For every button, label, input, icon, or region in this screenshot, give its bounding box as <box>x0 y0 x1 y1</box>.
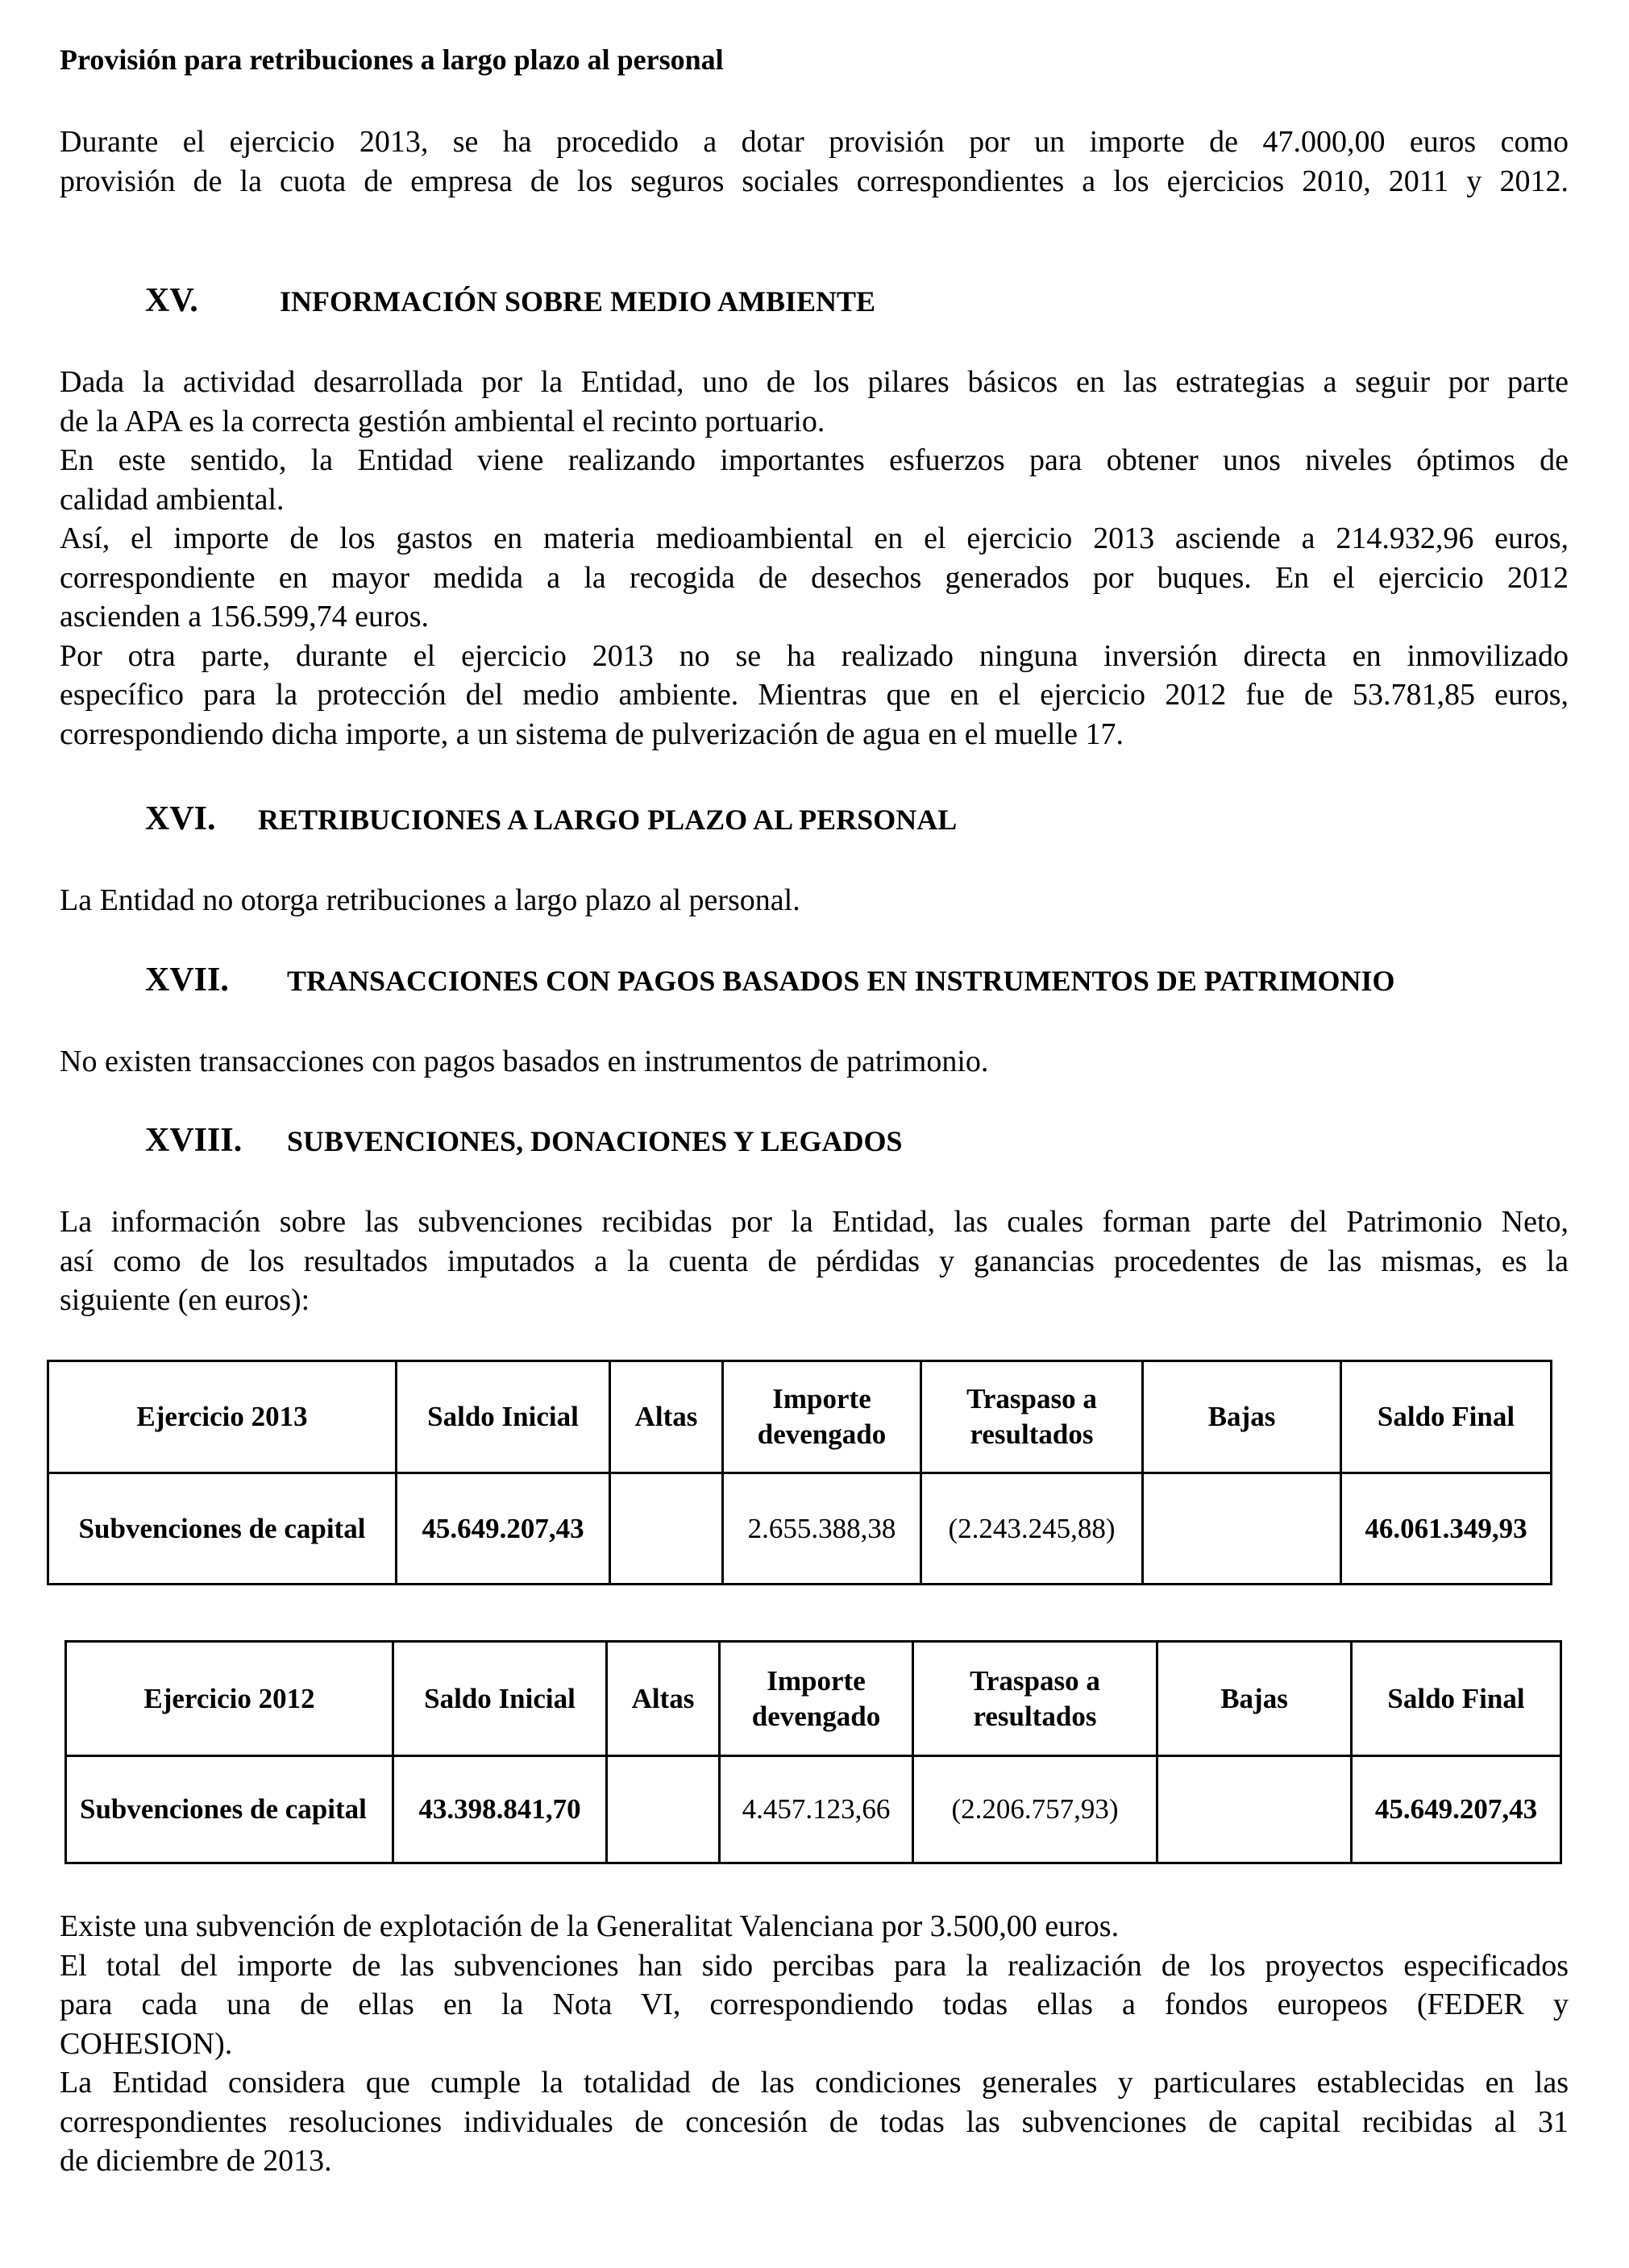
table-cell: 43.398.841,70 <box>393 1756 607 1863</box>
table-cell: 45.649.207,43 <box>397 1473 610 1585</box>
text-line: para cada una de ellas en la Nota VI, correspondiendo todas ellas a fondos europeos (FEDER y <box>60 1988 1569 2021</box>
text-line: La Entidad no otorga retribuciones a largo plazo al personal. <box>60 883 800 917</box>
table-header-row <box>48 1361 1552 1473</box>
table-cell: 4.457.123,66 <box>720 1756 913 1863</box>
table-cell: (2.243.245,88) <box>921 1473 1143 1585</box>
section-number: XVI. <box>145 800 216 837</box>
section-number: XV. <box>145 282 198 319</box>
text-line: COHESION). <box>60 2026 233 2061</box>
table-cell: 2.655.388,38 <box>723 1473 921 1585</box>
section-xvii-paragraph <box>60 1042 1569 1082</box>
table-row <box>48 1473 1552 1585</box>
section-number: XVIII. <box>145 1122 243 1159</box>
text-line: Dada la actividad desarrollada por la Entidad, uno de los pilares básicos en las estrategias a seguir por parte <box>60 365 1569 399</box>
text-line: ascienden a 156.599,74 euros. <box>60 600 429 633</box>
table-header-cell: Traspaso a resultados <box>913 1642 1157 1756</box>
table-header-cell: Importe devengado <box>723 1361 921 1473</box>
section-xv-heading <box>145 282 875 320</box>
section-xvii-heading <box>145 962 1395 999</box>
text-line: correspondiente en mayor medida a la recogida de desechos generados por buques. En el ejercicio 2012 <box>60 560 1569 595</box>
subvenciones-table-2013 <box>47 1360 1552 1585</box>
text-line: correspondiendo dicha importe, a un sistema de pulverización de agua en el muelle 17. <box>60 717 1124 751</box>
text-line: La Entidad considera que cumple la totalidad de las condiciones generales y particulares establecidas en las <box>60 2066 1569 2100</box>
table-cell: 46.061.349,93 <box>1341 1473 1552 1585</box>
section-title: INFORMACIÓN SOBRE MEDIO AMBIENTE <box>280 285 876 318</box>
table-cell: 45.649.207,43 <box>1352 1756 1561 1863</box>
table-header-cell: Importe devengado <box>720 1642 913 1756</box>
table-header-cell: Saldo Final <box>1341 1361 1552 1473</box>
provision-subtitle: Provisión para retribuciones a largo plazo al personal <box>60 44 724 76</box>
section-title: TRANSACCIONES CON PAGOS BASADOS EN INSTRUMENTOS DE PATRIMONIO <box>287 965 1395 997</box>
text-line: provisión de la cuota de empresa de los seguros sociales correspondientes a los ejercicios 2010, 2011 y 2012. <box>60 164 1569 198</box>
section-xviii-intro <box>60 1203 1569 1320</box>
text-line: específico para la protección del medio ambiente. Mientras que en el ejercicio 2012 fue de 53.781,85 euros, <box>60 678 1569 712</box>
text-line: Por otra parte, durante el ejercicio 2013 no se ha realizado ninguna inversión directa en inmovilizado <box>60 638 1569 673</box>
table-header-cell: Ejercicio 2012 <box>66 1642 393 1756</box>
text-line: La información sobre las subvenciones recibidas por la Entidad, las cuales forman parte del Patrimonio Neto, <box>60 1205 1569 1239</box>
table-header-cell: Saldo Inicial <box>397 1361 610 1473</box>
text-line: correspondientes resoluciones individuales de concesión de todas las subvenciones de capital recibidas al 31 <box>60 2104 1569 2139</box>
section-xviii-closing <box>60 1907 1569 2181</box>
section-title: RETRIBUCIONES A LARGO PLAZO AL PERSONAL <box>258 804 958 836</box>
table-header-cell: Saldo Final <box>1352 1642 1561 1756</box>
text-line: de la APA es la correcta gestión ambiental el recinto portuario. <box>60 404 825 438</box>
text-line: En este sentido, la Entidad viene realizando importantes esfuerzos para obtener unos niveles óptimos de <box>60 443 1569 477</box>
table-header-cell: Traspaso a resultados <box>921 1361 1143 1473</box>
table-cell: (2.206.757,93) <box>913 1756 1157 1863</box>
text-line: calidad ambiental. <box>60 482 285 517</box>
table-header-row <box>66 1642 1561 1756</box>
text-line: Así, el importe de los gastos en materia medioambiental en el ejercicio 2013 asciende a 214.932,96 euros, <box>60 521 1569 555</box>
text-line: No existen transacciones con pagos basados en instrumentos de patrimonio. <box>60 1045 989 1078</box>
table-header-cell: Altas <box>610 1361 723 1473</box>
table-cell: Subvenciones de capital <box>48 1473 397 1585</box>
table-header-cell: Bajas <box>1143 1361 1341 1473</box>
table-cell <box>610 1473 723 1585</box>
provision-paragraph <box>60 123 1569 201</box>
text-line: El total del importe de las subvenciones han sido percibas para la realización de los proyectos especificados <box>60 1948 1569 1983</box>
text-line: así como de los resultados imputados a la cuenta de pérdidas y ganancias procedentes de las mismas, es la <box>60 1244 1569 1278</box>
section-xviii-heading <box>145 1122 903 1160</box>
text-line: Durante el ejercicio 2013, se ha procedido a dotar provisión por un importe de 47.000,00 euros como <box>60 125 1569 159</box>
table-header-cell: Altas <box>607 1642 720 1756</box>
section-number: XVII. <box>145 962 229 999</box>
table-header-cell: Ejercicio 2013 <box>48 1361 397 1473</box>
table-header-cell: Saldo Inicial <box>393 1642 607 1756</box>
section-xv-paragraph <box>60 363 1569 754</box>
section-xvi-heading <box>145 800 957 838</box>
table-row <box>66 1756 1561 1863</box>
text-line: Existe una subvención de explotación de la Generalitat Valenciana por 3.500,00 euros. <box>60 1909 1120 1943</box>
section-xvi-paragraph <box>60 881 1569 920</box>
table-header-cell: Bajas <box>1157 1642 1352 1756</box>
table-cell <box>607 1756 720 1863</box>
table-cell <box>1143 1473 1341 1585</box>
section-title: SUBVENCIONES, DONACIONES Y LEGADOS <box>287 1125 903 1157</box>
subvenciones-table-2012 <box>64 1640 1562 1864</box>
table-cell <box>1157 1756 1352 1863</box>
text-line: de diciembre de 2013. <box>60 2144 332 2178</box>
table-cell: Subvenciones de capital <box>66 1756 393 1863</box>
text-line: siguiente (en euros): <box>60 1283 310 1317</box>
